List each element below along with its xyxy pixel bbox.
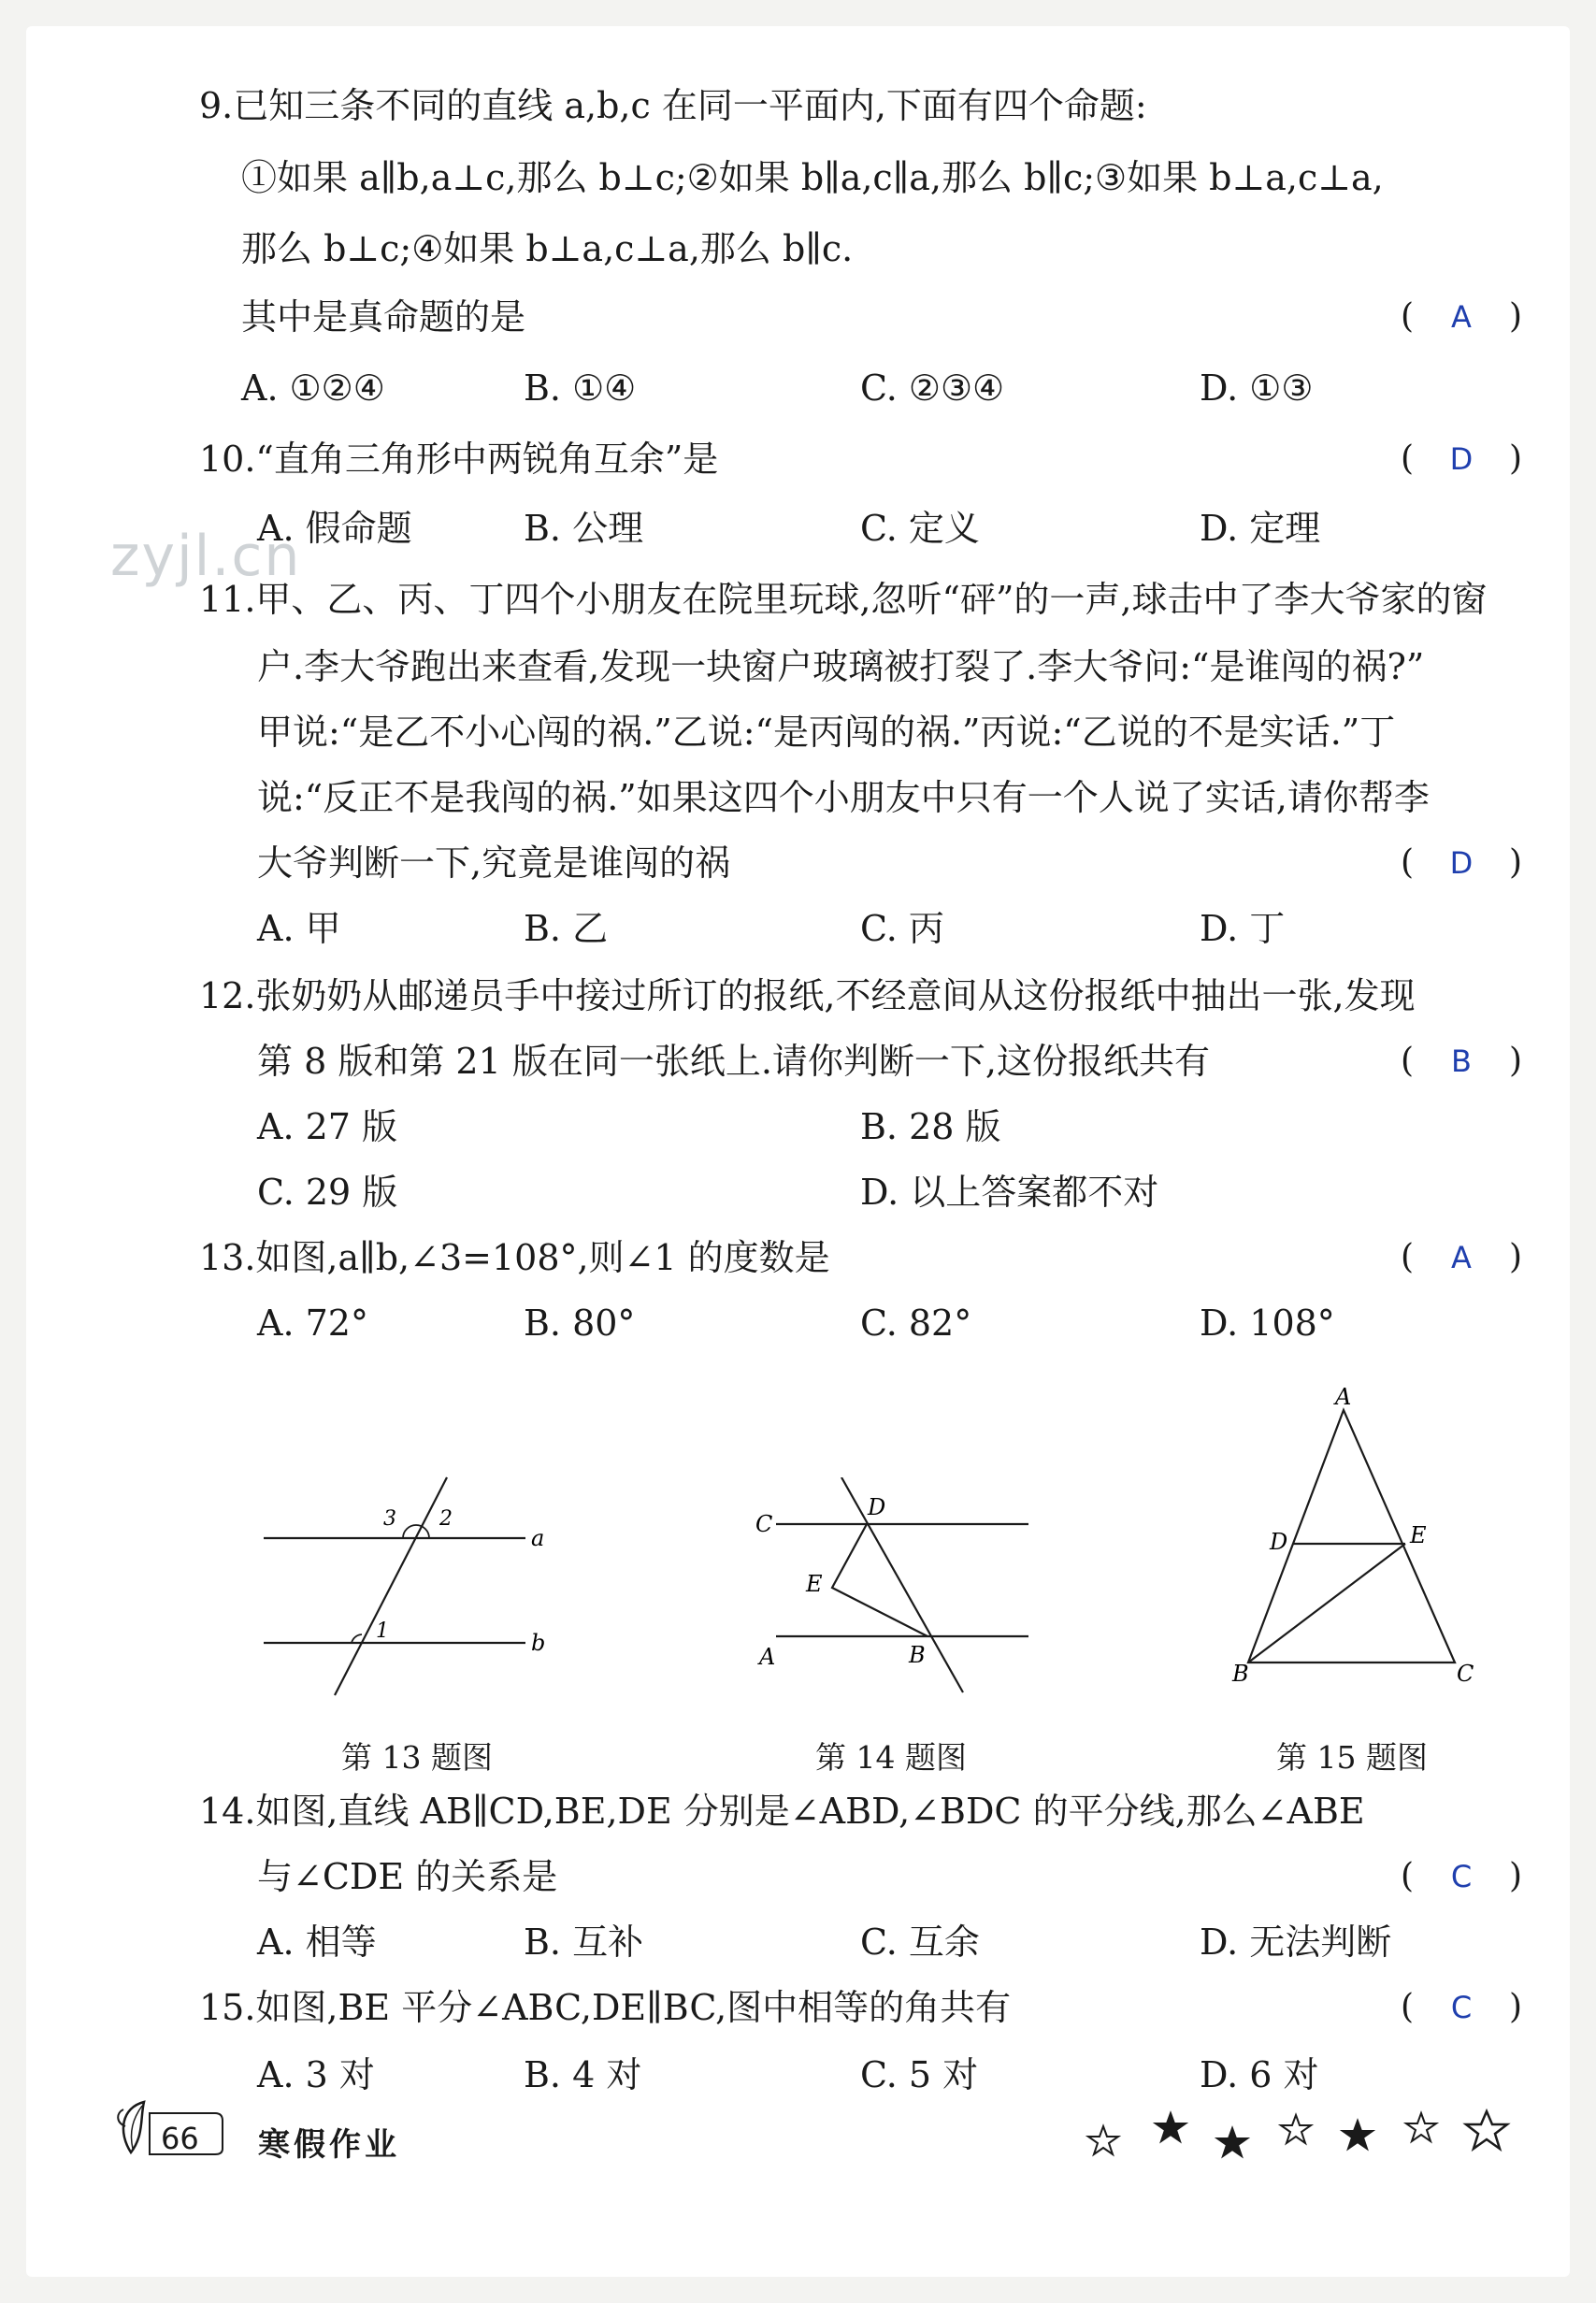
watermark: zyjl.cn bbox=[110, 524, 302, 589]
point-e-label: E bbox=[1410, 1522, 1427, 1548]
q11-line5: 大爷判断一下,究竟是谁闯的祸 bbox=[257, 842, 731, 884]
q9-stem: 9.已知三条不同的直线 a,b,c 在同一平面内,下面有四个命题: bbox=[199, 85, 1147, 126]
page-number: 66 bbox=[161, 2121, 199, 2156]
q9-line4: 其中是真命题的是 bbox=[241, 296, 526, 338]
q11-option-d: D. 丁 bbox=[1200, 908, 1286, 949]
label-a: a bbox=[531, 1525, 545, 1551]
footer-title: 寒假作业 bbox=[258, 2126, 400, 2164]
line-db bbox=[841, 1477, 963, 1692]
q15-option-c: C. 5 对 bbox=[860, 2054, 979, 2095]
label-b: b bbox=[531, 1630, 546, 1656]
q12-option-d: D. 以上答案都不对 bbox=[860, 1172, 1159, 1213]
q11-option-a: A. 甲 bbox=[257, 908, 341, 949]
q9-option-a: A. ①②④ bbox=[241, 367, 385, 409]
point-c-label: C bbox=[755, 1511, 773, 1537]
q15-stem: 15.如图,BE 平分∠ABC,DE∥BC,图中相等的角共有 bbox=[199, 1987, 1012, 2028]
q15-option-d: D. 6 对 bbox=[1200, 2054, 1319, 2095]
q9-option-d: D. ①③ bbox=[1200, 367, 1314, 409]
star-icon bbox=[1281, 2115, 1311, 2143]
q9-line3: 那么 b⊥c;④如果 b⊥a,c⊥a,那么 b∥c. bbox=[241, 228, 854, 269]
figure-15 bbox=[1215, 1384, 1496, 1702]
q12-option-b: B. 28 版 bbox=[860, 1106, 1001, 1147]
q11-stem: 11.甲、乙、丙、丁四个小朋友在院里玩球,忽听“砰”的一声,球击中了李大爷家的窗 bbox=[199, 579, 1488, 620]
star-icon bbox=[1466, 2111, 1507, 2149]
point-d-label: D bbox=[868, 1494, 886, 1520]
q12-answer: ( B ) bbox=[1401, 1042, 1522, 1080]
q11-option-b: B. 乙 bbox=[524, 908, 609, 949]
point-c-label: C bbox=[1457, 1661, 1474, 1687]
q11-line2: 户.李大爷跑出来查看,发现一块窗户玻璃被打裂了.李大爷问:“是谁闯的祸?” bbox=[257, 646, 1425, 687]
q10-option-d: D. 定理 bbox=[1200, 508, 1321, 549]
star-icon bbox=[1217, 2128, 1247, 2156]
q14-line2: 与∠CDE 的关系是 bbox=[257, 1856, 558, 1897]
point-b-label: B bbox=[909, 1642, 926, 1668]
point-a-label: A bbox=[1335, 1384, 1352, 1410]
q13-option-c: C. 82° bbox=[860, 1303, 972, 1344]
segments-de-eb bbox=[832, 1524, 927, 1636]
q12-option-a: A. 27 版 bbox=[257, 1106, 398, 1147]
q13-option-b: B. 80° bbox=[524, 1303, 636, 1344]
q10-answer: ( D ) bbox=[1401, 439, 1522, 478]
q12-line2: 第 8 版和第 21 版在同一张纸上.请你判断一下,这份报纸共有 bbox=[257, 1041, 1211, 1082]
q9-line2: ①如果 a∥b,a⊥c,那么 b⊥c;②如果 b∥a,c∥a,那么 b∥c;③如果 b⊥a,c⊥a, bbox=[241, 157, 1384, 198]
figure-13-caption: 第 13 题图 bbox=[341, 1739, 493, 1776]
q15-option-a: A. 3 对 bbox=[257, 2054, 375, 2095]
segment-be bbox=[1248, 1544, 1405, 1662]
q10-option-a: A. 假命题 bbox=[257, 508, 412, 549]
q11-answer: ( D ) bbox=[1401, 843, 1522, 882]
angle-1-arc bbox=[352, 1634, 362, 1643]
star-icon bbox=[1343, 2121, 1373, 2149]
q14-option-c: C. 互余 bbox=[860, 1922, 980, 1963]
q11-line3: 甲说:“是乙不小心闯的祸.”乙说:“是丙闯的祸.”丙说:“乙说的不是实话.”丁 bbox=[257, 712, 1396, 753]
q11-line4: 说:“反正不是我闯的祸.”如果这四个小朋友中只有一个人说了实话,请你帮李 bbox=[257, 777, 1430, 818]
figure-13 bbox=[252, 1459, 561, 1702]
point-a-label: A bbox=[759, 1644, 776, 1670]
q15-option-b: B. 4 对 bbox=[524, 2054, 642, 2095]
q13-stem: 13.如图,a∥b,∠3=108°,则∠1 的度数是 bbox=[199, 1237, 830, 1278]
star-icon bbox=[1088, 2126, 1118, 2154]
angle-1-label: 1 bbox=[376, 1619, 389, 1643]
angle-2-label: 2 bbox=[439, 1507, 453, 1531]
decorative-stars bbox=[1075, 2106, 1524, 2171]
figure-14-caption: 第 14 题图 bbox=[815, 1739, 967, 1776]
point-b-label: B bbox=[1232, 1661, 1249, 1687]
q13-option-a: A. 72° bbox=[257, 1303, 368, 1344]
angle-3-label: 3 bbox=[383, 1507, 396, 1531]
q14-option-a: A. 相等 bbox=[257, 1922, 377, 1963]
q14-option-b: B. 互补 bbox=[524, 1922, 644, 1963]
q13-answer: ( A ) bbox=[1401, 1238, 1522, 1276]
q10-stem: 10.“直角三角形中两锐角互余”是 bbox=[199, 439, 719, 480]
q11-option-c: C. 丙 bbox=[860, 908, 944, 949]
q9-answer: ( A ) bbox=[1401, 297, 1522, 336]
figure-15-caption: 第 15 题图 bbox=[1276, 1739, 1428, 1776]
q9-option-c: C. ②③④ bbox=[860, 367, 1005, 409]
q12-option-c: C. 29 版 bbox=[257, 1172, 398, 1213]
q12-stem: 12.张奶奶从邮递员手中接过所订的报纸,不经意间从这份报纸中抽出一张,发现 bbox=[199, 975, 1416, 1016]
star-icon bbox=[1156, 2113, 1186, 2141]
q10-option-c: C. 定义 bbox=[860, 508, 980, 549]
point-e-label: E bbox=[806, 1571, 823, 1597]
star-icon bbox=[1406, 2113, 1436, 2141]
q13-option-d: D. 108° bbox=[1200, 1303, 1335, 1344]
figure-14 bbox=[748, 1477, 1047, 1711]
q10-option-b: B. 公理 bbox=[524, 508, 644, 549]
q14-option-d: D. 无法判断 bbox=[1200, 1922, 1392, 1963]
q15-answer: ( C ) bbox=[1401, 1988, 1522, 2026]
q14-answer: ( C ) bbox=[1401, 1857, 1522, 1895]
point-d-label: D bbox=[1270, 1529, 1288, 1555]
q9-option-b: B. ①④ bbox=[524, 367, 637, 409]
q14-stem: 14.如图,直线 AB∥CD,BE,DE 分别是∠ABD,∠BDC 的平分线,那么∠ABE bbox=[199, 1791, 1365, 1832]
